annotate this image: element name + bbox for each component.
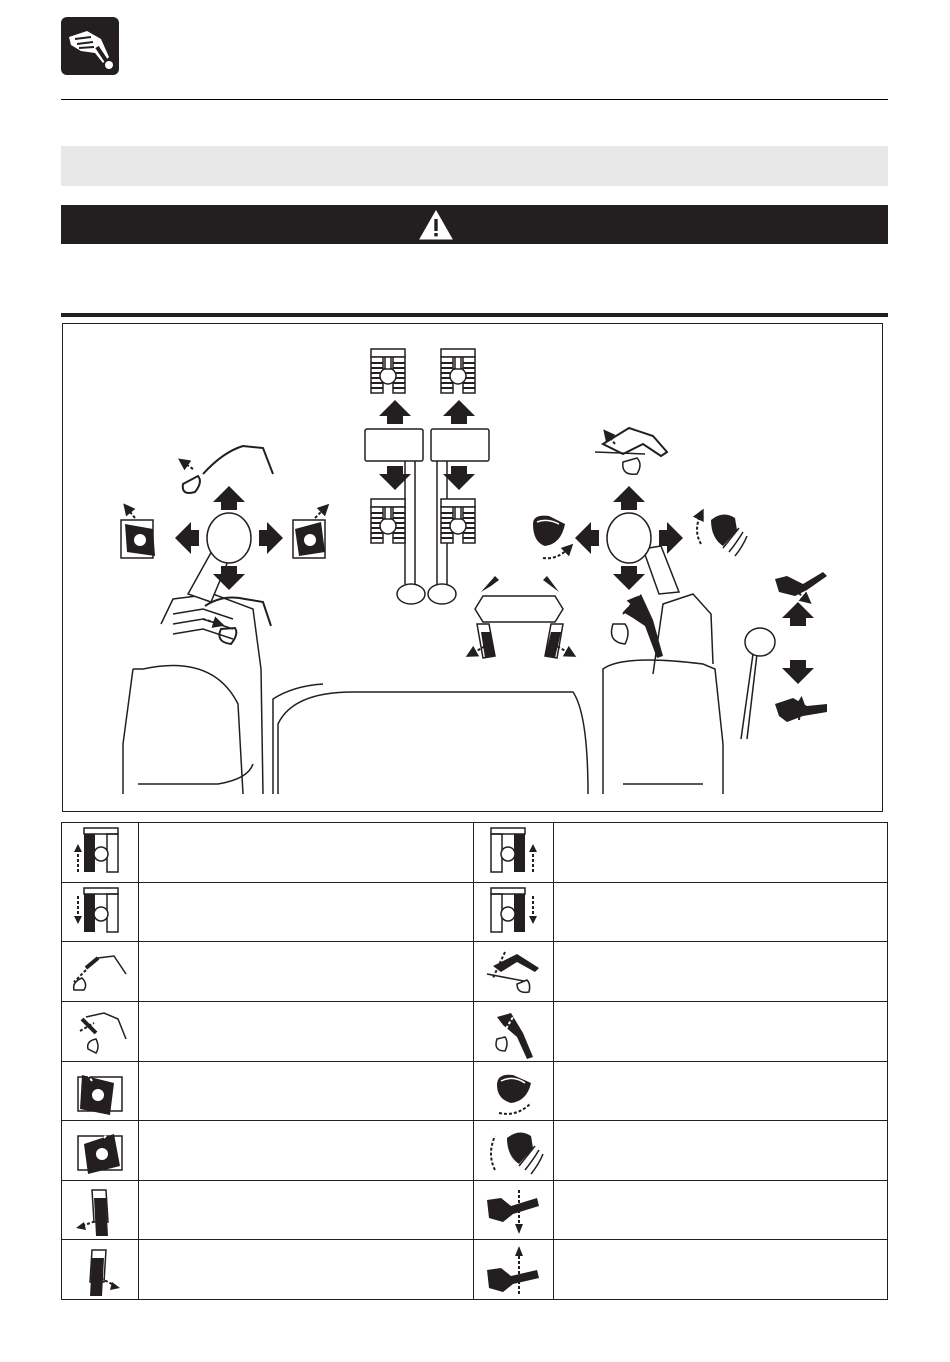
arm-in-icon (203, 598, 271, 644)
arm-out-icon (183, 446, 273, 493)
left-description (139, 942, 474, 1002)
right-description (553, 1121, 888, 1181)
offset-right-icon (545, 624, 571, 658)
legend-row (62, 1240, 888, 1300)
right-description (553, 1240, 888, 1300)
left-track-reverse-icon (62, 882, 139, 942)
right-description (553, 823, 888, 883)
legend-row (62, 823, 888, 883)
blade-lever-down-icon (62, 1180, 139, 1240)
arm-out-icon (64, 944, 136, 1000)
right-joystick[interactable] (575, 486, 683, 594)
blade-lever-up-icon (62, 1240, 139, 1300)
swing-right-icon (64, 1122, 136, 1178)
boom-down-icon (595, 428, 667, 474)
left-description (139, 882, 474, 942)
blade-lower-icon (477, 1182, 549, 1238)
warning-triangle-icon (419, 210, 453, 240)
left-track-forward-icon (64, 824, 136, 880)
arm-in-icon (62, 1001, 139, 1061)
bucket-curl-icon (533, 516, 569, 559)
control-legend-table (61, 822, 888, 1300)
left-description (139, 823, 474, 883)
offset-left-icon (471, 624, 495, 658)
left-description (139, 1180, 474, 1240)
left-description (139, 1240, 474, 1300)
bucket-dump-icon (473, 1121, 553, 1181)
offset-pedal[interactable] (471, 576, 571, 658)
bucket-dump-icon (477, 1122, 549, 1178)
warning-bar (61, 205, 888, 244)
swing-left-icon (121, 508, 155, 558)
left-description (139, 1121, 474, 1181)
bucket-curl-icon (477, 1063, 549, 1119)
legend-row (62, 1001, 888, 1061)
legend-row (62, 1121, 888, 1181)
left-track-reverse-icon (371, 499, 405, 543)
left-joystick[interactable] (175, 486, 283, 602)
blade-lower-icon (473, 1180, 553, 1240)
section-rule (61, 313, 888, 317)
left-description (139, 1001, 474, 1061)
boom-down-icon (473, 942, 553, 1002)
swing-left-icon (64, 1063, 136, 1119)
right-description (553, 882, 888, 942)
blade-lever-down-icon (64, 1182, 136, 1238)
right-track-reverse-icon (441, 499, 475, 543)
bucket-dump-icon (697, 514, 747, 556)
bucket-curl-icon (473, 1061, 553, 1121)
header-rule (61, 99, 888, 100)
right-track-forward-icon (473, 823, 553, 883)
boom-up-icon (477, 1003, 549, 1059)
swing-right-icon (293, 508, 325, 558)
left-track-reverse-icon (64, 884, 136, 940)
left-description (139, 1061, 474, 1121)
blade-lever[interactable] (741, 628, 775, 739)
right-description (553, 1001, 888, 1061)
left-track-forward-icon (62, 823, 139, 883)
boom-up-icon (612, 594, 664, 658)
left-track-forward-icon (371, 349, 405, 393)
boom-down-icon (477, 944, 549, 1000)
hand-operating-lever-icon (61, 17, 119, 75)
swing-right-icon (62, 1121, 139, 1181)
blade-lower-icon (775, 660, 827, 722)
right-track-forward-icon (441, 349, 475, 393)
boom-up-icon (473, 1001, 553, 1061)
control-layout-figure (62, 323, 883, 812)
right-description (553, 942, 888, 1002)
legend-row (62, 942, 888, 1002)
blade-raise-icon (473, 1240, 553, 1300)
blade-raise-icon (477, 1242, 549, 1298)
right-track-forward-icon (477, 824, 549, 880)
section-title-bar (61, 146, 888, 186)
legend-row (62, 1061, 888, 1121)
swing-left-icon (62, 1061, 139, 1121)
right-description (553, 1061, 888, 1121)
right-description (553, 1180, 888, 1240)
arm-out-icon (62, 942, 139, 1002)
blade-lever-up-icon (64, 1242, 136, 1298)
legend-row (62, 882, 888, 942)
blade-raise-icon (775, 572, 827, 626)
arm-in-icon (64, 1003, 136, 1059)
right-track-reverse-icon (477, 884, 549, 940)
right-track-reverse-icon (473, 882, 553, 942)
cab-outline (123, 594, 723, 794)
legend-row (62, 1180, 888, 1240)
